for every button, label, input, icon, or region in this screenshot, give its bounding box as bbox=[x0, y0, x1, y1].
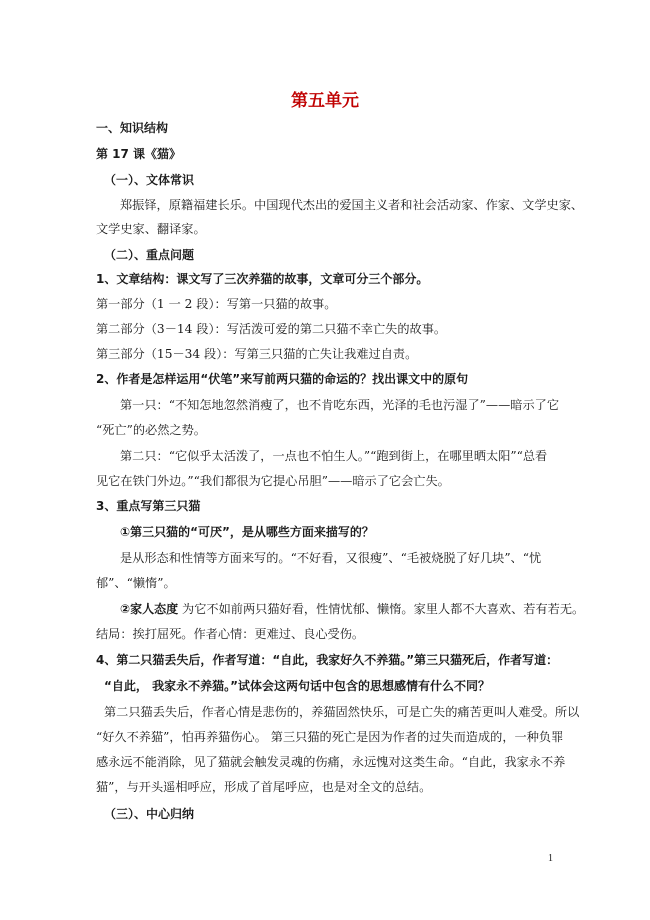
section-heading: 一、知识结构 bbox=[96, 121, 169, 135]
sub-question-heading: ①第三只猫的“可厌”，是从哪些方面来描写的？ bbox=[120, 525, 374, 539]
body-line: 见它在铁门外边。”“我们都很为它提心吊胆”——暗示了它会亡失。 bbox=[96, 474, 450, 488]
question-heading: 3、重点写第三只猫 bbox=[96, 499, 201, 513]
body-line: 第二只：“它似乎太活泼了，一点也不怕生人。”“跑到街上，在哪里晒太阳”“总看 bbox=[120, 449, 548, 463]
body-line bbox=[120, 601, 584, 617]
question-heading: 2、作者是怎样运用“伏笔”来写前两只猫的命运的？找出课文中的原句 bbox=[96, 372, 469, 386]
body-line: 第一只：“不知怎地忽然消瘦了，也不肯吃东西，光泽的毛也污湿了”——暗示了它 bbox=[120, 398, 560, 412]
question-heading: 1、文章结构：课文写了三次养猫的故事，文章可分三个部分。 bbox=[96, 272, 429, 286]
subsection-heading: （三）、中心归纳 bbox=[104, 807, 195, 821]
body-line: 第二只猫丢失后，作者心情是悲伤的，养猫固然快乐，可是亡失的痛苦更叫人难受。所以 bbox=[104, 705, 580, 719]
family-attitude-text: 为它不如前两只猫好看，性情忧郁、懒惰。家里人都不大喜欢、若有若无。 bbox=[178, 602, 585, 616]
body-line: 郑振铎，原籍福建长乐。中国现代杰出的爱国主义者和社会活动家、作家、文学史家、 bbox=[120, 198, 584, 212]
lesson-heading: 第 17 课《猫》 bbox=[96, 147, 182, 161]
body-line: 结局：挨打屈死。作者心情：更难过、良心受伤。 bbox=[96, 627, 365, 641]
page-number: 1 bbox=[548, 853, 553, 864]
subsection-heading: （二）、重点问题 bbox=[104, 248, 195, 262]
page-title: 第五单元 bbox=[291, 91, 359, 111]
family-attitude-label: ②家人态度 bbox=[120, 602, 179, 616]
body-line: 郁”、“懒惰”。 bbox=[96, 576, 176, 590]
body-line: 是从形态和性情等方面来写的。“不好看，又很瘦”、“毛被烧脱了好几块”、“忧 bbox=[120, 551, 542, 565]
subsection-heading: （一）、文体常识 bbox=[104, 173, 195, 187]
body-line: 第三部分（15－34 段）：写第三只猫的亡失让我难过自责。 bbox=[96, 347, 418, 361]
body-line: 第一部分（1 一 2 段）：写第一只猫的故事。 bbox=[96, 297, 337, 311]
body-line: 感永远不能消除，见了猫就会触发灵魂的伤痛，永远愧对这类生命。“自此，我家永不养 bbox=[96, 755, 566, 769]
question-heading: 4、第二只猫丢失后，作者写道：“自此，我家好久不养猫。”第三只猫死后，作者写道： bbox=[96, 653, 559, 667]
body-line: “死亡”的必然之势。 bbox=[96, 423, 206, 437]
body-line: “好久不养猫”，怕再养猫伤心。 第三只猫的死亡是因为作者的过失而造成的，一种负罪 bbox=[96, 730, 564, 744]
body-line: 猫”，与开头遥相呼应，形成了首尾呼应，也是对全文的总结。 bbox=[96, 780, 432, 794]
body-line: 文学史家、翻译家。 bbox=[96, 222, 206, 236]
question-heading: “自此， 我家永不养猫。”试体会这两句话中包含的思想感情有什么不同？ bbox=[104, 679, 490, 693]
body-line: 第二部分（3－14 段）：写活泼可爱的第二只猫不幸亡失的故事。 bbox=[96, 322, 447, 336]
